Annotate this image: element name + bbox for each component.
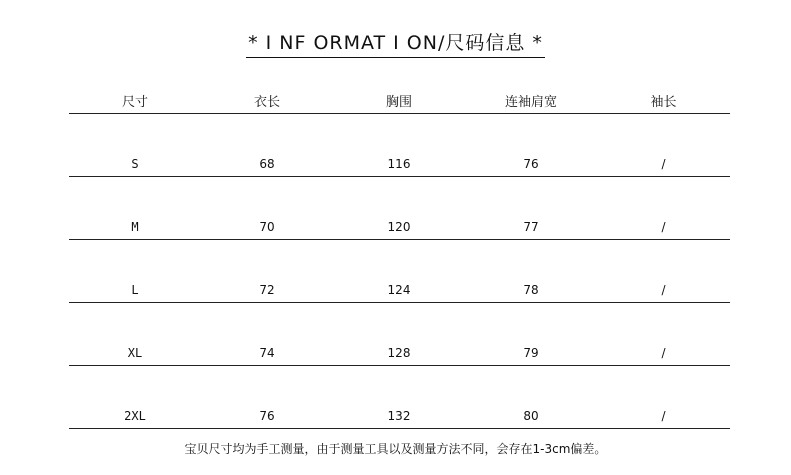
cell-length: 72	[201, 240, 333, 303]
cell-sleeve: /	[597, 114, 730, 177]
cell-sleeve: /	[597, 366, 730, 429]
cell-size: S	[69, 114, 201, 177]
cell-size: M	[69, 177, 201, 240]
cell-sleeve: /	[597, 177, 730, 240]
cell-shoulder: 77	[465, 177, 597, 240]
header-sleeve: 袖长	[597, 88, 730, 114]
table-row	[69, 303, 730, 366]
table-header-row	[69, 88, 730, 114]
table-row	[69, 366, 730, 429]
header-chest: 胸围	[333, 88, 465, 114]
cell-chest: 132	[333, 366, 465, 429]
size-chart-table	[69, 88, 730, 429]
measurement-note: 宝贝尺寸均为手工测量，由于测量工具以及测量方法不同，会存在1-3cm偏差。	[184, 442, 607, 456]
table-row	[69, 114, 730, 177]
page-title-text: * I NF ORMAT I ON/尺码信息 *	[246, 30, 545, 58]
cell-size: XL	[69, 303, 201, 366]
cell-sleeve: /	[597, 303, 730, 366]
page-title	[0, 30, 791, 58]
header-size: 尺寸	[69, 88, 201, 114]
cell-length: 68	[201, 114, 333, 177]
cell-chest: 128	[333, 303, 465, 366]
cell-shoulder: 80	[465, 366, 597, 429]
cell-size: L	[69, 240, 201, 303]
cell-chest: 116	[333, 114, 465, 177]
cell-shoulder: 78	[465, 240, 597, 303]
cell-chest: 120	[333, 177, 465, 240]
cell-shoulder: 79	[465, 303, 597, 366]
header-shoulder: 连袖肩宽	[465, 88, 597, 114]
table-row	[69, 240, 730, 303]
header-length: 衣长	[201, 88, 333, 114]
cell-length: 70	[201, 177, 333, 240]
cell-length: 74	[201, 303, 333, 366]
cell-length: 76	[201, 366, 333, 429]
cell-sleeve: /	[597, 240, 730, 303]
cell-shoulder: 76	[465, 114, 597, 177]
table-row	[69, 177, 730, 240]
cell-chest: 124	[333, 240, 465, 303]
cell-size: 2XL	[69, 366, 201, 429]
